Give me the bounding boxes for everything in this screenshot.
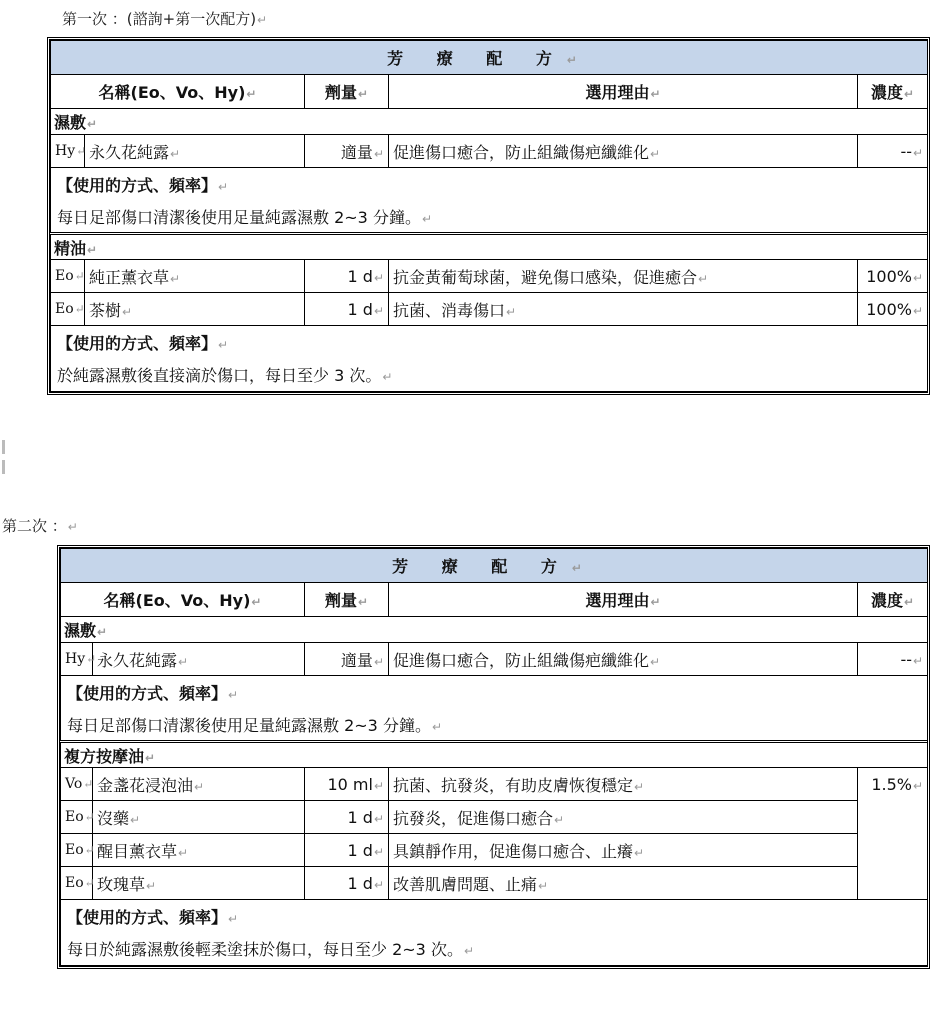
table-row: Eo↵ 醒目薰衣草↵ 1 d↵ 具鎮靜作用，促進傷口癒合、止癢↵ — [61, 834, 928, 867]
item-code: Eo — [55, 268, 74, 284]
usage-text-row: 每日於純露濕敷後輕柔塗抹於傷口，每日至少 2~3 次。↵ — [61, 933, 928, 966]
second-table — [60, 548, 928, 966]
item-reason: 具鎮靜作用，促進傷口癒合、止癢 — [393, 841, 634, 861]
header-dose: 劑量 — [324, 83, 357, 102]
usage-title-row: 【使用的方式、頻率】↵ — [61, 900, 928, 933]
section-row: 濕敷↵ — [51, 109, 928, 135]
usage-title-row: 【使用的方式、頻率】↵ — [51, 168, 928, 201]
item-name: 醒目薰衣草 — [97, 841, 178, 861]
table-row: Eo↵ 沒藥↵ 1 d↵ 抗發炎，促進傷口癒合↵ — [61, 801, 928, 834]
item-concentration: 100% — [866, 266, 912, 286]
item-name: 沒藥 — [97, 808, 130, 828]
table-title-row: 芳 療 配 方↵ — [61, 549, 928, 583]
item-reason: 抗金黃葡萄球菌，避免傷口感染，促進癒合 — [393, 267, 698, 287]
usage-text-row: 每日足部傷口清潔後使用足量純露濕敷 2~3 分鐘。↵ — [61, 709, 928, 742]
section-label: 濕敷 — [54, 113, 87, 132]
item-reason: 抗菌、消毒傷口 — [393, 300, 506, 320]
table-row: Hy↵ 永久花純露↵ 適量↵ 促進傷口癒合，防止組織傷疤纖維化↵ --↵ — [51, 135, 928, 168]
item-name: 永久花純露 — [89, 142, 170, 162]
item-concentration: 100% — [866, 299, 912, 319]
item-code: Hy — [55, 143, 76, 159]
section-label: 複方按摩油 — [64, 746, 145, 766]
first-table — [50, 40, 928, 392]
item-dose: 1 d — [347, 873, 373, 893]
table-row: Eo↵ 茶樹↵ 1 d↵ 抗菌、消毒傷口↵ 100%↵ — [51, 293, 928, 326]
header-row: 名稱(Eo、Vo、Hy)↵ 劑量↵ 選用理由↵ 濃度↵ — [61, 583, 928, 617]
item-code: Hy — [65, 651, 86, 667]
item-name: 茶樹 — [89, 300, 122, 320]
usage-text: 每日足部傷口清潔後使用足量純露濕敷 2~3 分鐘。 — [67, 715, 431, 735]
item-code: Eo — [55, 301, 74, 317]
item-dose: 10 ml — [327, 774, 373, 794]
item-concentration: 1.5% — [871, 775, 912, 794]
first-caption: 第一次 ：(諮詢+第一次配方)↵ — [62, 10, 268, 28]
item-dose: 1 d — [347, 807, 373, 827]
item-dose: 適量 — [340, 650, 373, 670]
item-name: 金盞花浸泡油 — [97, 775, 194, 795]
header-name: 名稱(Eo、Vo、Hy) — [98, 83, 246, 102]
header-name: 名稱(Eo、Vo、Hy) — [103, 591, 251, 610]
usage-text: 每日於純露濕敷後輕柔塗抹於傷口，每日至少 2~3 次。 — [67, 940, 463, 960]
usage-title: 【使用的方式、頻率】 — [57, 175, 218, 195]
section-row: 複方按摩油↵ — [61, 742, 928, 768]
table-title: 芳 療 配 方 — [392, 557, 571, 576]
item-name: 純正薰衣草 — [89, 267, 170, 287]
header-concentration: 濃度 — [870, 591, 903, 610]
item-reason: 改善肌膚問題、止痛 — [393, 874, 538, 894]
item-code: Eo — [65, 809, 84, 825]
header-reason: 選用理由 — [585, 591, 650, 610]
usage-text: 每日足部傷口清潔後使用足量純露濕敷 2~3 分鐘。 — [57, 207, 421, 227]
item-name: 永久花純露 — [97, 650, 178, 670]
section-row: 精油↵ — [51, 234, 928, 260]
item-concentration: -- — [900, 141, 912, 161]
first-formula-table — [47, 37, 930, 395]
header-dose: 劑量 — [324, 591, 357, 610]
usage-text: 於純露濕敷後直接滴於傷口，每日至少 3 次。 — [57, 366, 382, 386]
margin-marker — [2, 460, 5, 474]
header-row: 名稱(Eo、Vo、Hy)↵ 劑量↵ 選用理由↵ 濃度↵ — [51, 75, 928, 109]
table-row: Hy↵ 永久花純露↵ 適量↵ 促進傷口癒合，防止組織傷疤纖維化↵ --↵ — [61, 643, 928, 676]
item-code: Eo — [65, 842, 84, 858]
second-caption: 第二次 ：↵ — [2, 517, 78, 535]
section-label: 精油 — [54, 238, 87, 258]
item-concentration: -- — [900, 649, 912, 669]
section-label: 濕敷 — [64, 621, 97, 640]
table-row: Eo↵ 玫瑰草↵ 1 d↵ 改善肌膚問題、止痛↵ — [61, 867, 928, 900]
margin-marker — [2, 440, 5, 454]
table-title-row: 芳 療 配 方↵ — [51, 41, 928, 75]
item-code: Eo — [65, 875, 84, 891]
item-reason: 抗菌、抗發炎，有助皮膚恢復穩定 — [393, 775, 634, 795]
item-dose: 適量 — [340, 142, 373, 162]
usage-text-row: 於純露濕敷後直接滴於傷口，每日至少 3 次。↵ — [51, 359, 928, 392]
header-reason: 選用理由 — [585, 83, 650, 102]
item-name: 玫瑰草 — [97, 874, 146, 894]
table-row: Eo↵ 純正薰衣草↵ 1 d↵ 抗金黃葡萄球菌，避免傷口感染，促進癒合↵ 100%↵ — [51, 260, 928, 293]
section-row: 濕敷↵ — [61, 617, 928, 643]
item-reason: 抗發炎，促進傷口癒合 — [393, 808, 554, 828]
table-title: 芳 療 配 方 — [387, 49, 566, 68]
second-formula-table — [57, 545, 930, 969]
usage-title: 【使用的方式、頻率】 — [57, 333, 218, 353]
item-code: Vo — [65, 776, 83, 792]
item-reason: 促進傷口癒合，防止組織傷疤纖維化 — [393, 650, 650, 670]
item-dose: 1 d — [347, 840, 373, 860]
item-dose: 1 d — [347, 299, 373, 319]
item-dose: 1 d — [347, 266, 373, 286]
header-concentration: 濃度 — [870, 83, 903, 102]
usage-title: 【使用的方式、頻率】 — [67, 683, 228, 703]
item-reason: 促進傷口癒合，防止組織傷疤纖維化 — [393, 142, 650, 162]
usage-title-row: 【使用的方式、頻率】↵ — [61, 676, 928, 709]
usage-title-row: 【使用的方式、頻率】↵ — [51, 326, 928, 359]
table-row: Vo↵ 金盞花浸泡油↵ 10 ml↵ 抗菌、抗發炎，有助皮膚恢復穩定↵ 1.5%↵ — [61, 768, 928, 801]
usage-text-row: 每日足部傷口清潔後使用足量純露濕敷 2~3 分鐘。↵ — [51, 201, 928, 234]
usage-title: 【使用的方式、頻率】 — [67, 907, 228, 927]
